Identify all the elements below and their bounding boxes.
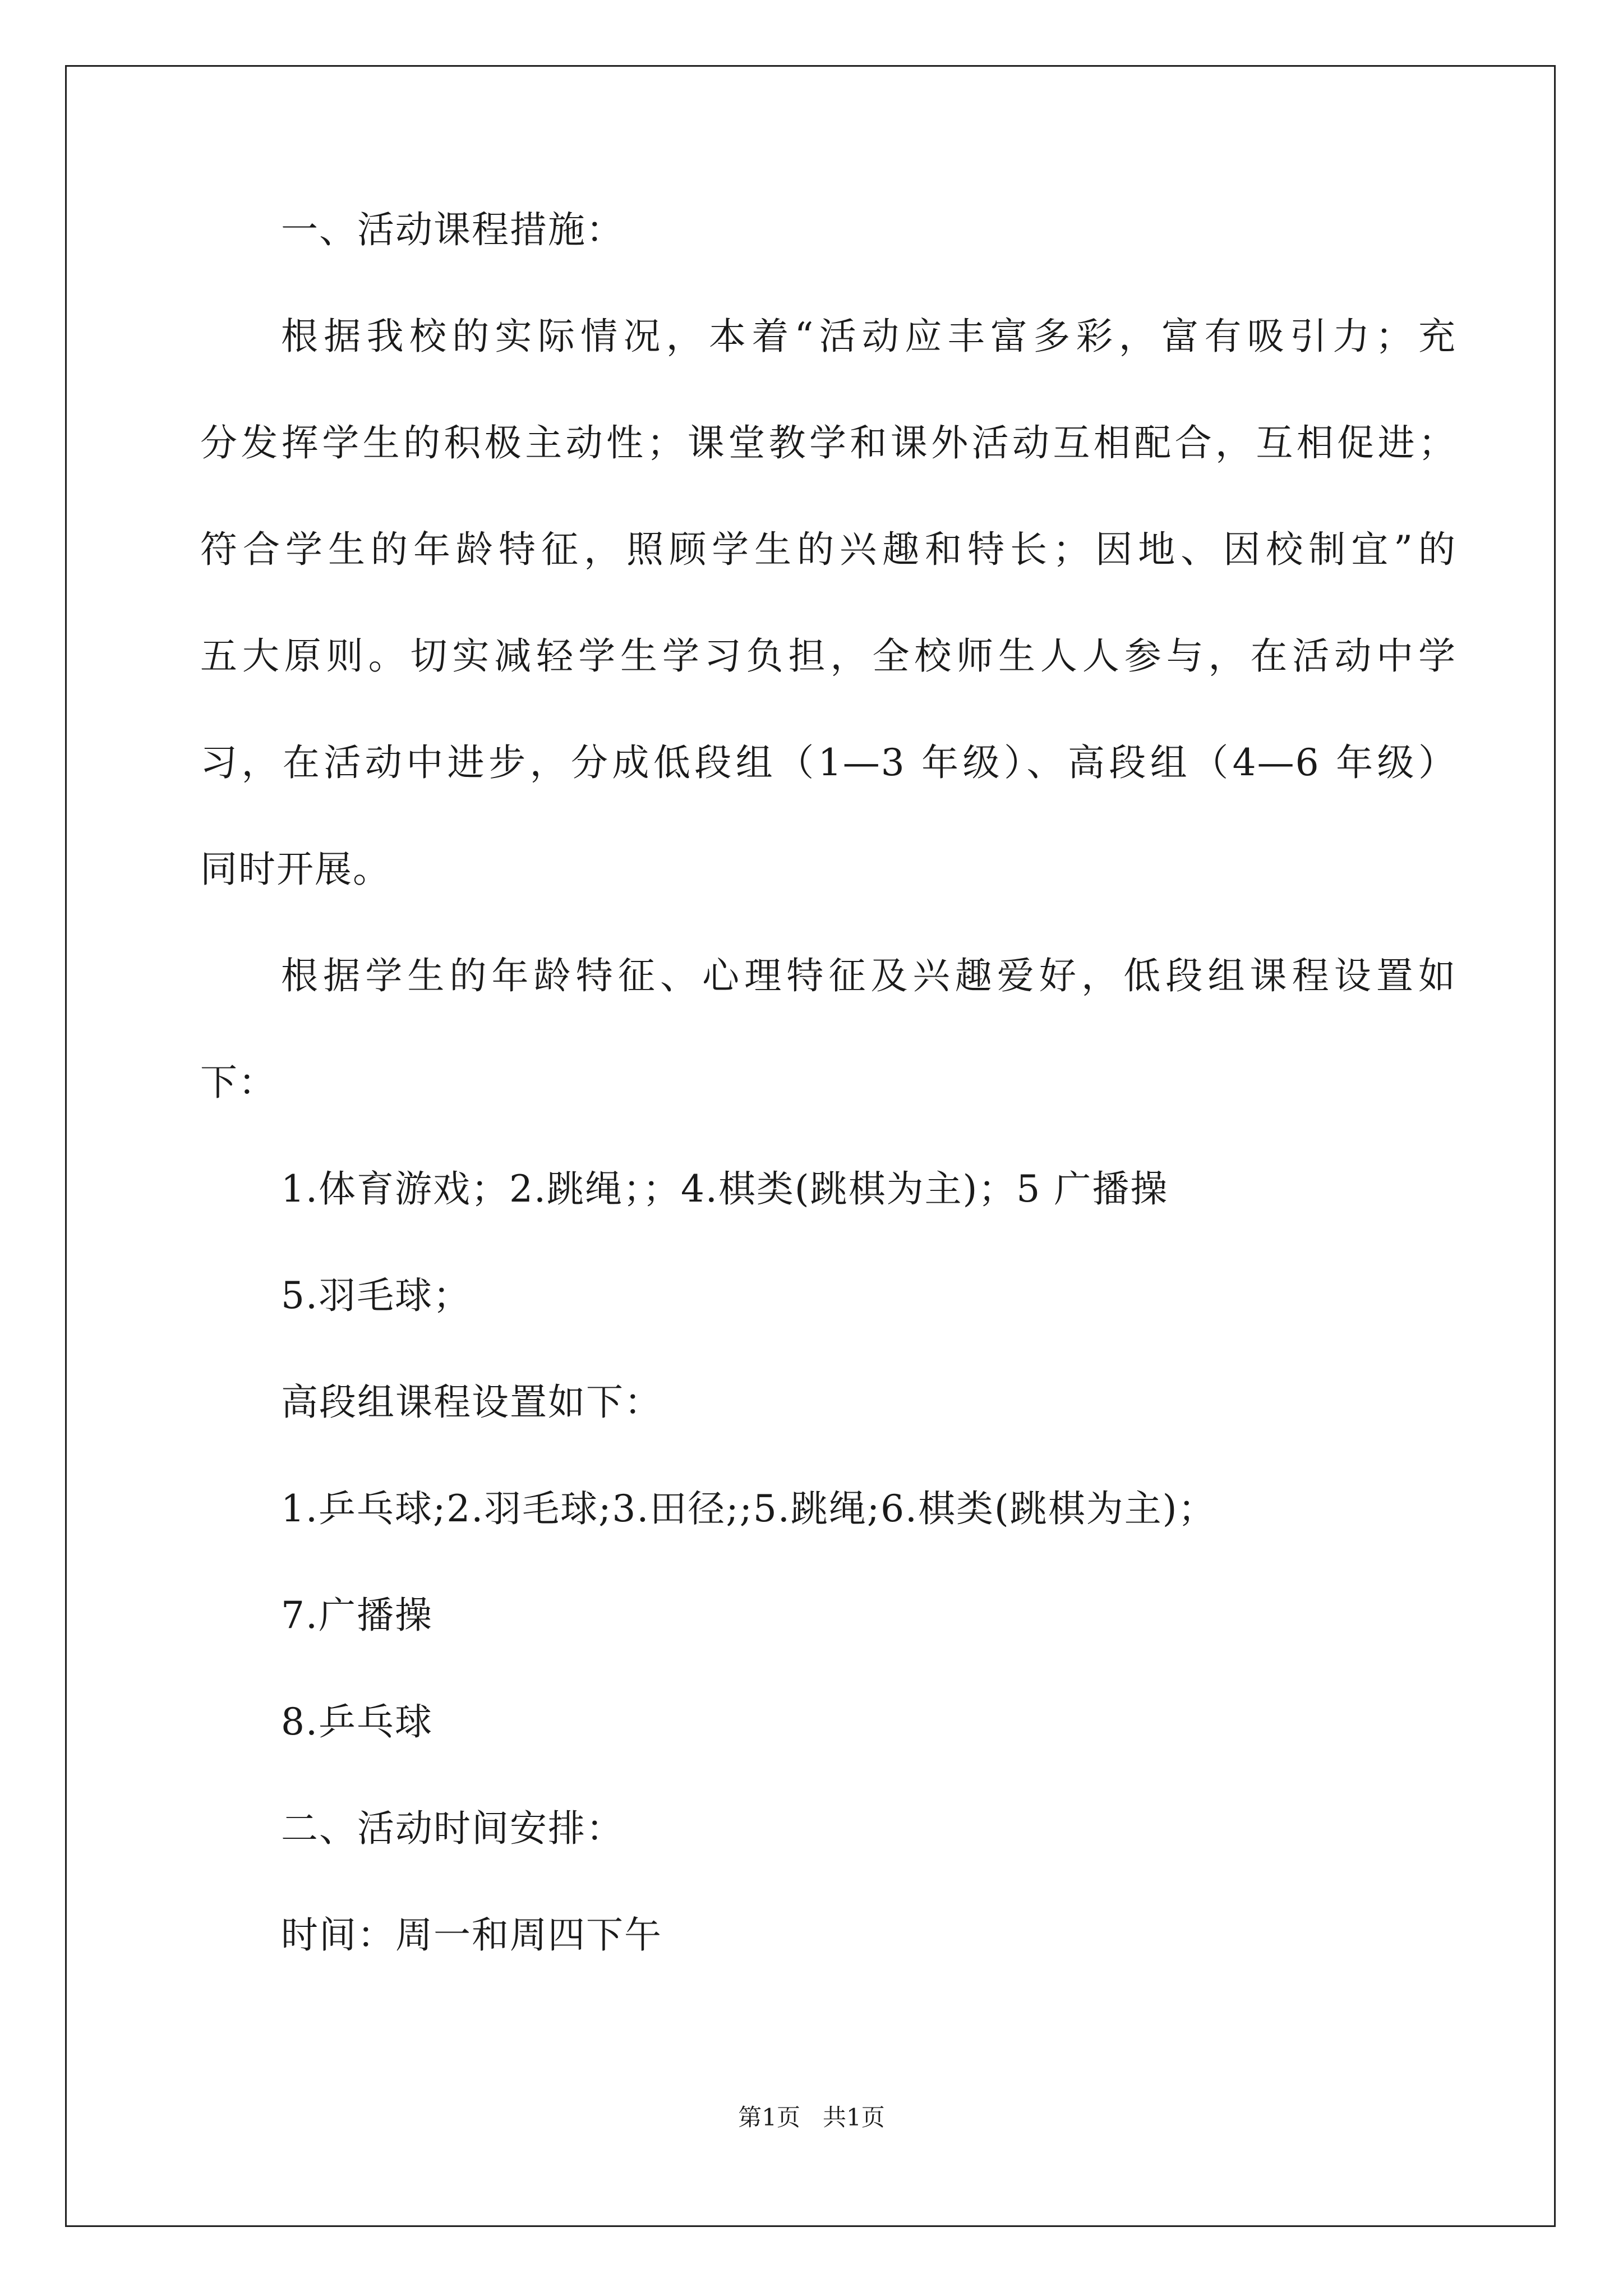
paragraph-line: 根据我校的实际情况，本着“活动应丰富多彩，富有吸引力；充: [281, 315, 1456, 358]
paragraph-line: 同时开展。: [200, 848, 391, 891]
paragraph-line: 高段组课程设置如下：: [281, 1381, 662, 1424]
list-item: 5.羽毛球；: [281, 1274, 471, 1317]
paragraph-line: 符合学生的年龄特征，照顾学生的兴趣和特长；因地、因校制宜”的: [200, 528, 1456, 571]
list-item: 1.体育游戏；2.跳绳；；4.棋类(跳棋为主)；5 广播操: [281, 1167, 1169, 1211]
section-heading-2: 二、活动时间安排：: [281, 1807, 624, 1850]
list-item: 1.乒乓球;2.羽毛球;3.田径;;5.跳绳;6.棋类(跳棋为主)；: [281, 1487, 1216, 1530]
paragraph-line: 习，在活动中进步，分成低段组（1—3 年级）、高段组（4—6 年级）: [200, 741, 1456, 784]
page-border: [65, 65, 1556, 2227]
list-item: 8.乒乓球: [281, 1700, 433, 1743]
paragraph-line: 根据学生的年龄特征、心理特征及兴趣爱好，低段组课程设置如: [281, 954, 1456, 997]
paragraph-line: 下：: [200, 1061, 276, 1104]
list-item: 7.广播操: [281, 1594, 433, 1637]
section-heading-1: 一、活动课程措施：: [281, 208, 624, 251]
page-number-footer: 第1页 共1页: [738, 2104, 885, 2131]
paragraph-line: 分发挥学生的积极主动性；课堂教学和课外活动互相配合，互相促进；: [200, 421, 1456, 464]
paragraph-line: 时间：周一和周四下午: [281, 1913, 662, 1957]
paragraph-line: 五大原则。切实减轻学生学习负担，全校师生人人参与，在活动中学: [200, 634, 1456, 678]
